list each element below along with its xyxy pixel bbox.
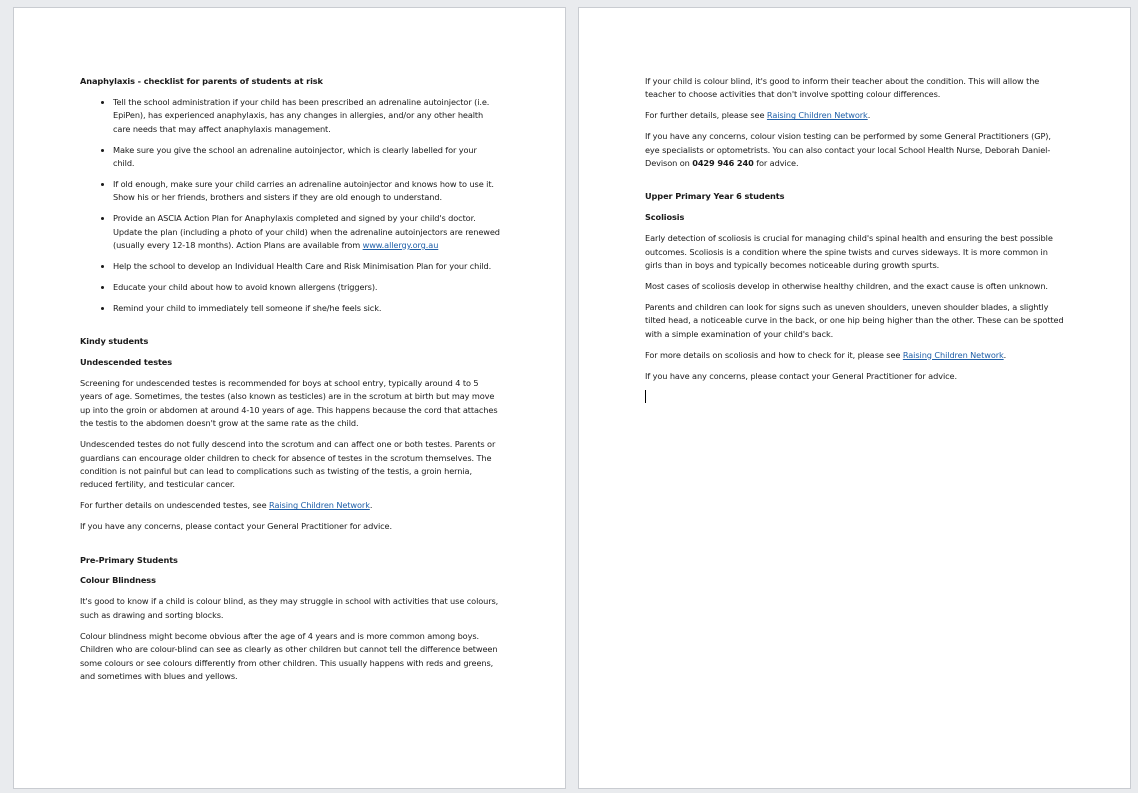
cursor-line[interactable] <box>645 390 1065 407</box>
paragraph <box>80 499 500 512</box>
list-item: • Educate your child about how to avoid known allergens (triggers). <box>113 281 500 294</box>
list-item: • Tell the school administration if your child has been prescribed an adrenaline autoinjector (i.e. EpiPen), has experienced anaphylaxis, has any changes in allergies, and/or any other health care needs that may affect anaphylaxis management. <box>113 96 500 136</box>
upper-primary-heading: Upper Primary Year 6 students <box>645 191 785 202</box>
list-item: • Make sure you give the school an adrenaline autoinjector, which is clearly labelled for your child. <box>113 144 500 171</box>
paragraph: Most cases of scoliosis develop in otherwise healthy children, and the exact cause is often unknown. <box>645 280 1048 291</box>
kindy-heading: Kindy students <box>80 336 149 347</box>
list-item <box>113 212 500 252</box>
scoliosis-heading: Scoliosis <box>645 212 685 223</box>
text-cursor <box>645 390 646 403</box>
preprimary-heading: Pre-Primary Students <box>80 554 178 565</box>
text: . <box>369 500 373 511</box>
ascia-item-text: Provide an ASCIA Action Plan for Anaphylaxis completed and signed by your child's doctor. Update the plan (including a photo of your child) when the adrenaline autoinjectors are renewed (usually every 12-18 months). Action Plans are available from <box>113 213 500 251</box>
paragraph: If your child is colour blind, it's good to inform their teacher about the condition. This will allow the teacher to choose activities that don't involve spotting colour differences. <box>645 76 1040 100</box>
paragraph <box>645 130 1065 170</box>
anaphylaxis-checklist <box>80 96 500 315</box>
paragraph: If you have any concerns, please contact your General Practitioner for advice. <box>645 370 957 381</box>
raising-children-link[interactable]: Raising Children Network <box>766 110 868 121</box>
raising-children-link[interactable]: Raising Children Network <box>269 500 370 511</box>
list-item: • Help the school to develop an Individual Health Care and Risk Minimisation Plan for your child. <box>113 260 500 273</box>
list-item: • Remind your child to immediately tell someone if she/he feels sick. <box>113 302 500 315</box>
paragraph: If you have any concerns, please contact your General Practitioner for advice. <box>80 521 392 532</box>
text: for advice. <box>753 158 799 169</box>
paragraph: Parents and children can look for signs such as uneven shoulders, uneven shoulder blades, a slightly tilted head, a noticeable curve in the back, or one hip being higher than the other. These can be spotted with a simple examination of your child's back. <box>645 301 1064 339</box>
paragraph: It's good to know if a child is colour blind, as they may struggle in school with activities that use colours, such as drawing and sorting blocks. <box>80 596 499 620</box>
text: . <box>867 110 871 121</box>
colour-blindness-heading: Colour Blindness <box>80 575 156 586</box>
text: If you have any concerns, colour vision testing can be performed by some General Practitioners (GP), eye specialists or optometrists. You can also contact your local School Health Nurse, Deborah Daniel-Devison on <box>645 131 1051 169</box>
allergy-link[interactable]: www.allergy.org.au <box>362 240 439 251</box>
page-content[interactable] <box>80 75 500 691</box>
paragraph: Colour blindness might become obvious after the age of 4 years and is more common among boys. Children who are colour-blind can see as clearly as other children but cannot tell the difference between some colours or see colours differently from other children. This usually happens with reds and greens, and sometimes with blues and yellows. <box>80 630 498 681</box>
list-item: • If old enough, make sure your child carries an adrenaline autoinjector and knows how to use it. Show his or her friends, brothers and sisters if they are old enough to understand. <box>113 178 500 205</box>
paragraph <box>645 109 1065 122</box>
paragraph: Undescended testes do not fully descend into the scrotum and can affect one or both testes. Parents or guardians can encourage older children to check for absence of testes in the scrotum themselves. The condition is not painful but can lead to complications such as twisting of the testis, a groin hernia, reduced fertility, and testicular cancer. <box>80 439 496 490</box>
undescended-testes-heading: Undescended testes <box>80 357 173 368</box>
text: For further details, please see <box>645 110 767 121</box>
anaphylaxis-heading: Anaphylaxis - checklist for parents of students at risk <box>80 76 323 86</box>
raising-children-link[interactable]: Raising Children Network <box>902 349 1004 360</box>
page-content[interactable] <box>645 75 1065 415</box>
paragraph: Early detection of scoliosis is crucial for managing child's spinal health and ensuring the best possible outcomes. Scoliosis is a condition where the spine twists and curves sideways. It is more common in girls than in boys and typically becomes noticeable during growth spurts. <box>645 233 1053 271</box>
text: For more details on scoliosis and how to check for it, please see <box>645 349 903 360</box>
text: For further details on undescended testes, see <box>80 500 270 511</box>
document-page-left[interactable] <box>13 7 566 789</box>
paragraph <box>645 349 1065 362</box>
text: . <box>1003 349 1007 360</box>
document-page-right[interactable] <box>578 7 1131 789</box>
phone-number: 0429 946 240 <box>692 158 754 169</box>
paragraph: Screening for undescended testes is recommended for boys at school entry, typically around 4 to 5 years of age. Sometimes, the testes (also known as testicles) are in the scrotum at birth but may move up into the groin or abdomen at around 4-10 years of age. This happens because the cord that attaches the testis to the abdomen doesn't grow at the same rate as the child. <box>80 378 498 429</box>
